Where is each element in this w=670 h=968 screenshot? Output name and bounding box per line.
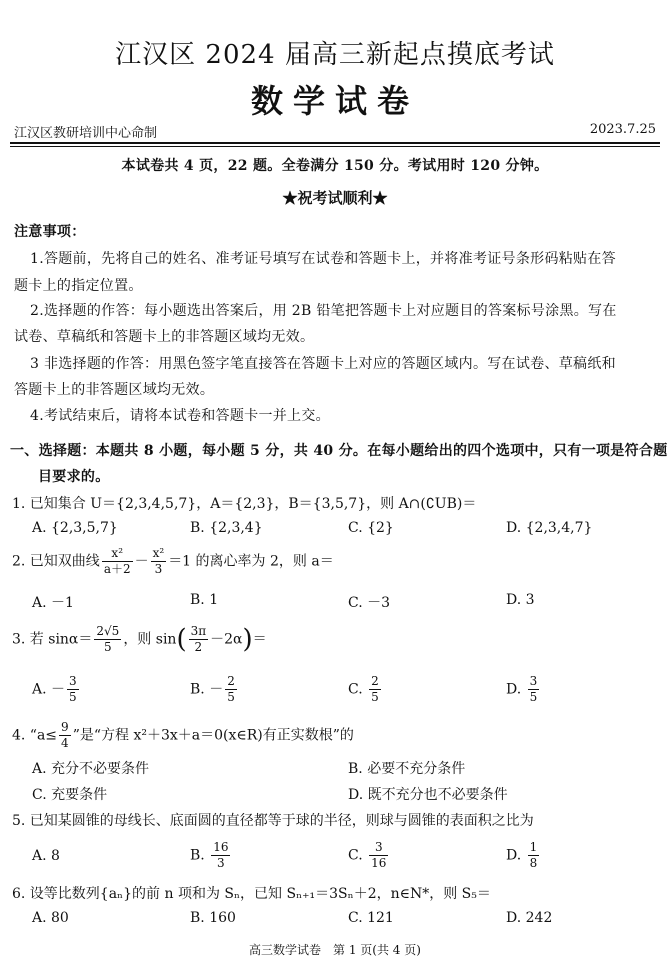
fraction-numerator: x² (102, 546, 133, 562)
fraction-numerator: x² (152, 546, 165, 560)
issuer-label: 江汉区教研培训中心命制 (14, 126, 158, 141)
question-5-option-b (190, 840, 232, 871)
fraction-denominator: 5 (371, 690, 379, 704)
question-3-option-b (190, 674, 239, 705)
fraction-numerator: 3 (369, 840, 388, 856)
fraction-denominator: 5 (227, 690, 235, 704)
question-2-option-c: C. －3 (348, 595, 391, 611)
question-6-option-d: D. 242 (506, 910, 553, 926)
fraction-numerator: 3 (529, 674, 538, 688)
page-footer: 高三数学试卷 第 1 页(共 4 页) (249, 943, 421, 957)
option-label: D. (506, 681, 526, 698)
fraction (528, 674, 540, 705)
fraction (151, 546, 167, 577)
fraction (369, 840, 388, 871)
question-1-option-b: B. {2,3,4} (190, 520, 263, 536)
question-4-option-c: C. 充要条件 (32, 787, 108, 803)
fraction-numerator: 3 (69, 674, 77, 688)
section-1-heading-cont: 目要求的。 (38, 469, 110, 485)
option-label: B. (190, 847, 210, 864)
right-paren: ) (242, 624, 253, 655)
notes-heading: 注意事项： (14, 224, 86, 240)
option-label: B. － (190, 681, 224, 698)
fraction (67, 674, 79, 705)
fraction-denominator: 5 (104, 640, 112, 654)
section-1-heading: 一、选择题：本题共 8 小题，每小题 5 分，共 40 分。在每小题给出的四个选项中，只有一项是符合题 (10, 443, 668, 459)
question-3-tail: －2α (210, 631, 243, 648)
exam-date: 2023.7.25 (589, 122, 656, 137)
question-6-option-a: A. 80 (32, 910, 69, 926)
question-4-stem (12, 720, 354, 751)
header-rule-thin (10, 146, 660, 147)
fraction-denominator: 3 (154, 562, 163, 576)
question-1-option-c: C. {2} (348, 520, 394, 536)
question-1-stem: 1. 已知集合 U＝{2,3,4,5,7}，A＝{2,3}，B＝{3,5,7}，则 A∩(∁UB)＝ (12, 496, 477, 512)
question-3-mid: ，则 sin (123, 631, 177, 648)
question-1-option-a: A. {2,3,5,7} (32, 520, 118, 536)
fraction-numerator: 2√5 (96, 624, 120, 638)
fraction-numerator: 1 (529, 840, 538, 854)
fraction-numerator: 3π (190, 624, 207, 638)
fraction (59, 720, 71, 751)
option-label: C. (348, 681, 368, 698)
question-3-stem (12, 624, 267, 655)
question-4-prefix: 4. “a≤ (12, 727, 58, 744)
question-4-option-b: B. 必要不充分条件 (348, 761, 466, 777)
note-3-line-1: 3 非选择题的作答：用黑色签字笔直接答在答题卡上对应的答题区域内。写在试卷、草稿纸和 (30, 356, 616, 372)
option-label: D. (506, 847, 526, 864)
option-label: A. － (32, 681, 66, 698)
fraction-denominator: 3 (217, 856, 225, 870)
minus-sign: － (134, 553, 149, 570)
fraction-denominator: 5 (69, 690, 77, 704)
fraction-denominator: 2 (194, 640, 203, 654)
fraction (528, 840, 540, 871)
question-2-stem (12, 546, 334, 577)
question-5-option-a: A. 8 (32, 848, 60, 864)
question-4-option-a: A. 充分不必要条件 (32, 761, 150, 777)
question-4-suffix: ”是“方程 x²＋3x＋a＝0(x∈R)有正实数根”的 (72, 727, 354, 744)
question-3-suffix: ＝ (252, 631, 267, 648)
exam-subtitle: 数学试卷 (250, 82, 419, 120)
option-label: C. (348, 847, 368, 864)
fraction-denominator: a＋2 (103, 562, 131, 576)
fraction (211, 840, 230, 871)
fraction-denominator: 8 (529, 856, 538, 870)
fraction-numerator: 2 (227, 674, 235, 688)
question-2-option-b: B. 1 (190, 592, 219, 608)
fraction (94, 624, 121, 655)
exam-summary: 本试卷共 4 页，22 题。全卷满分 150 分。考试用时 120 分钟。 (121, 158, 549, 174)
question-5-option-c (348, 840, 390, 871)
fraction-denominator: 5 (529, 690, 538, 704)
fraction (369, 674, 381, 705)
question-4-option-d: D. 既不充分也不必要条件 (348, 787, 508, 803)
fraction-numerator: 16 (213, 840, 229, 854)
question-2-option-a: A. －1 (32, 595, 74, 611)
note-1-line-2: 题卡上的指定位置。 (14, 278, 143, 294)
question-2-suffix: ＝1 的离心率为 2，则 a＝ (168, 553, 334, 570)
note-2-line-2: 试卷、草稿纸和答题卡上的非答题区域均无效。 (14, 329, 315, 345)
fraction-numerator: 9 (61, 720, 69, 734)
question-3-option-a (32, 674, 81, 705)
left-paren: ( (176, 624, 187, 655)
header-rule-thick (10, 142, 660, 144)
question-1-option-d: D. {2,3,4,7} (506, 520, 593, 536)
note-4: 4.考试结束后，请将本试卷和答题卡一并上交。 (30, 408, 330, 424)
question-6-option-b: B. 160 (190, 910, 236, 926)
question-5-stem: 5. 已知某圆锥的母线长、底面圆的直径都等于球的半径，则球与圆锥的表面积之比为 (12, 813, 534, 829)
question-6-stem: 6. 设等比数列{aₙ}的前 n 项和为 Sₙ，已知 Sₙ₊₁＝3Sₙ＋2，n∈N*，则 S₅＝ (12, 886, 491, 902)
note-3-line-2: 答题卡上的非答题区域均无效。 (14, 382, 215, 398)
fraction (102, 546, 133, 577)
question-6-option-c: C. 121 (348, 910, 394, 926)
note-2-line-1: 2.选择题的作答：每小题选出答案后，用 2B 铅笔把答题卡上对应题目的答案标号涂黑。写在 (30, 303, 617, 319)
question-2-option-d: D. 3 (506, 592, 535, 608)
fraction-denominator: 16 (371, 856, 387, 870)
question-3-prefix: 3. 若 sinα＝ (12, 631, 93, 648)
fraction-numerator: 2 (371, 674, 379, 688)
question-3-option-d (506, 674, 541, 705)
note-1-line-1: 1.答题前，先将自己的姓名、准考证号填写在试卷和答题卡上，并将准考证号条形码粘贴在答 (30, 251, 616, 267)
question-2-prefix: 2. 已知双曲线 (12, 553, 100, 570)
question-5-option-d (506, 840, 541, 871)
exam-title: 江汉区 2024 届高三新起点摸底考试 (115, 40, 555, 70)
question-3-option-c (348, 674, 383, 705)
fraction (189, 624, 209, 655)
fraction-denominator: 4 (61, 736, 69, 750)
good-luck-banner: ★祝考试顺利★ (282, 189, 388, 207)
fraction (225, 674, 237, 705)
